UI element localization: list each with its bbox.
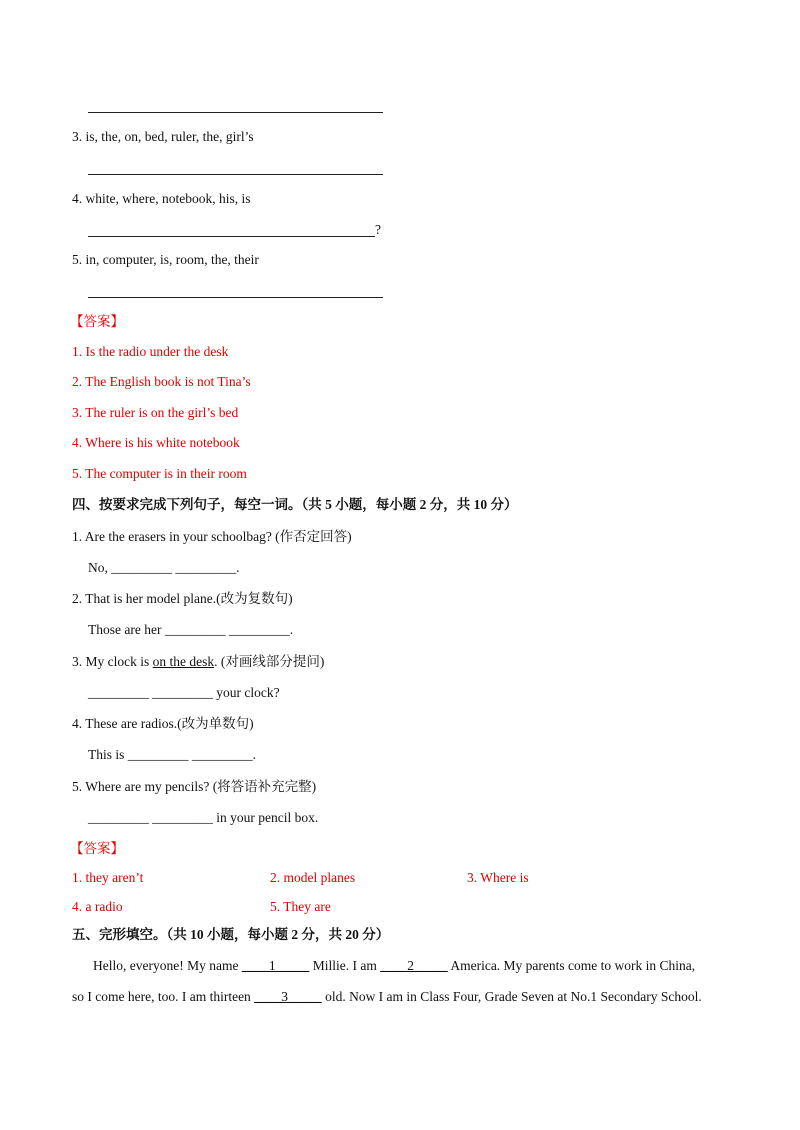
answer-line-4[interactable] (88, 236, 375, 237)
s4-answer-2[interactable]: Those are her _________ _________. (88, 622, 294, 637)
answer-heading: 【答案】 (70, 314, 124, 329)
cloze-paragraph-line-2 (72, 988, 702, 1006)
answer-line-2[interactable] (88, 112, 383, 113)
s4-answer-3[interactable]: _________ _________ your clock? (88, 685, 280, 700)
s4-answer-key-3: 3. Where is (467, 870, 529, 885)
cloze-text: Millie. I am (309, 958, 381, 973)
answer-item: 2. The English book is not Tina’s (72, 374, 251, 389)
s4-answer-4[interactable]: This is _________ _________. (88, 747, 257, 762)
answer-item: 1. Is the radio under the desk (72, 344, 229, 359)
answer-item: 5. The computer is in their room (72, 466, 247, 481)
cloze-blank-2[interactable]: ____2_____ (380, 958, 448, 973)
s4-answer-key-2: 2. model planes (270, 870, 356, 885)
s4-question-1: 1. Are the erasers in your schoolbag? (作否定回答) (72, 529, 352, 544)
question-4-words: 4. white, where, notebook, his, is (72, 191, 251, 206)
cloze-paragraph-line-1 (93, 957, 695, 975)
s4-answer-key-5: 5. They are (270, 899, 331, 914)
s4-answer-key-4: 4. a radio (72, 899, 123, 914)
s4-q3-prefix: 3. My clock is (72, 654, 153, 669)
s4-answer-1[interactable]: No, _________ _________. (88, 560, 240, 575)
answer-heading: 【答案】 (70, 841, 124, 856)
section-5-heading: 五、完形填空。（共 10 小题，每小题 2 分，共 20 分） (72, 927, 390, 942)
s4-question-3 (72, 653, 324, 671)
s4-question-4: 4. These are radios.(改为单数句) (72, 716, 254, 731)
cloze-text: Hello, everyone! My name (93, 958, 242, 973)
cloze-text: so I come here, too. I am thirteen (72, 989, 255, 1004)
cloze-blank-3[interactable]: ____3_____ (254, 989, 322, 1004)
section-4-heading: 四、按要求完成下列句子，每空一词。（共 5 小题，每小题 2 分，共 10 分） (72, 497, 518, 512)
answer-line-5[interactable] (88, 297, 383, 298)
s4-q3-suffix: . (对画线部分提问) (214, 654, 325, 669)
s4-question-5: 5. Where are my pencils? (将答语补充完整) (72, 779, 317, 794)
s4-answer-5[interactable]: _________ _________ in your pencil box. (88, 810, 319, 825)
s4-question-2: 2. That is her model plane.(改为复数句) (72, 591, 293, 606)
question-3-words: 3. is, the, on, bed, ruler, the, girl’s (72, 129, 254, 144)
answer-line-3[interactable] (88, 174, 383, 175)
s4-answer-key-1: 1. they aren’t (72, 870, 144, 885)
cloze-text: America. My parents come to work in China, (447, 958, 696, 973)
cloze-text: old. Now I am in Class Four, Grade Seven at No.1 Secondary School. (321, 989, 702, 1004)
question-5-words: 5. in, computer, is, room, the, their (72, 252, 259, 267)
cloze-blank-1[interactable]: ____1_____ (241, 958, 310, 973)
answer-item: 3. The ruler is on the girl’s bed (72, 405, 239, 420)
question-4-mark: ? (375, 222, 381, 237)
answer-item: 4. Where is his white notebook (72, 435, 240, 450)
s4-q3-underlined: on the desk (152, 654, 215, 669)
